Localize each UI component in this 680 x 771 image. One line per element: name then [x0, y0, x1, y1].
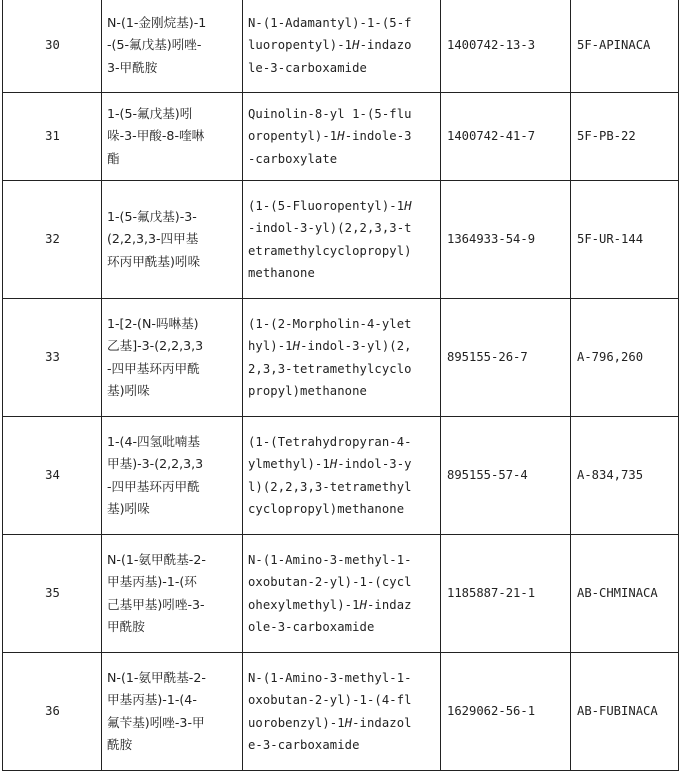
chinese-name-line: 1-[2-(N-吗啉基) — [107, 315, 199, 331]
italic-h: H — [359, 597, 367, 612]
english-name-segment: (1-(5-Fluoropentyl)-1 — [248, 198, 405, 213]
english-name-segment: ylmethyl)-1 — [248, 457, 330, 472]
row-number: 34 — [3, 417, 102, 535]
cas-number: 895155-26-7 — [441, 299, 571, 417]
chinese-name-line: N-(1-氨甲酰基-2- — [107, 551, 206, 567]
english-name-segment: N-(1-Amino-3-methyl-1- — [248, 670, 412, 685]
english-name-line — [248, 476, 436, 498]
english-name — [243, 181, 441, 299]
abbreviation: 5F-APINACA — [571, 0, 679, 93]
english-name-segment: cyclopropyl)methanone — [248, 501, 405, 516]
chinese-name-line: 哚-3-甲酸-8-喹啉 — [107, 128, 205, 144]
abbreviation: AB-FUBINACA — [571, 653, 679, 771]
english-name-segment: N-(1-Adamantyl)-1-(5-f — [248, 15, 412, 30]
english-name-line — [248, 549, 436, 571]
english-name-segment: -indol-3-yl)(2, — [300, 339, 412, 354]
english-name-segment: Quinolin-8-yl 1-(5-flu — [248, 106, 412, 121]
table-row — [3, 0, 679, 93]
abbreviation: AB-CHMINACA — [571, 535, 679, 653]
english-name-segment: oropentyl)-1 — [248, 129, 338, 144]
cas-number: 1400742-13-3 — [441, 0, 571, 93]
chinese-name-line: -四甲基环丙甲酰 — [107, 360, 200, 376]
english-name-segment: etramethylcyclopropyl) — [248, 243, 412, 258]
row-number: 32 — [3, 181, 102, 299]
abbreviation: 5F-UR-144 — [571, 181, 679, 299]
italic-h: H — [404, 198, 412, 213]
english-name — [243, 653, 441, 771]
chinese-name-line: 乙基]-3-(2,2,3,3 — [107, 338, 204, 354]
english-name-line — [248, 313, 436, 335]
chinese-name-line: 甲基)-3-(2,2,3,3 — [107, 456, 204, 472]
english-name-line — [248, 667, 436, 689]
chinese-name-line: N-(1-氨甲酰基-2- — [107, 669, 206, 685]
row-number: 33 — [3, 299, 102, 417]
english-name-line — [248, 57, 436, 79]
chinese-name — [102, 653, 243, 771]
table-row — [3, 535, 679, 653]
table-row — [3, 181, 679, 299]
chinese-name-line: 甲基丙基)-1-(环 — [107, 574, 197, 590]
english-name-line — [248, 380, 436, 402]
chinese-name — [102, 93, 243, 181]
abbreviation: 5F-PB-22 — [571, 93, 679, 181]
row-number: 36 — [3, 653, 102, 771]
english-name-segment: propyl)methanone — [248, 383, 367, 398]
chinese-name-line: 酰胺 — [107, 736, 133, 752]
chinese-name-line: 环丙甲酰基)吲哚 — [107, 253, 201, 269]
english-name-line — [248, 689, 436, 711]
english-name-segment: l)(2,2,3,3-tetramethyl — [248, 479, 412, 494]
english-name-segment: N-(1-Amino-3-methyl-1- — [248, 552, 412, 567]
english-name-segment: ohexylmethyl)-1 — [248, 597, 360, 612]
row-number: 30 — [3, 0, 102, 93]
english-name — [243, 417, 441, 535]
english-name-segment: oxobutan-2-yl)-1-(4-fl — [248, 693, 412, 708]
chinese-name-line: 甲基丙基)-1-(4- — [107, 692, 197, 708]
english-name-line — [248, 712, 436, 734]
italic-h: H — [337, 129, 345, 144]
english-name-line — [248, 571, 436, 593]
chinese-name-line: 3-甲酰胺 — [107, 59, 158, 75]
english-name-line — [248, 240, 436, 262]
english-name-line — [248, 734, 436, 756]
chinese-name-line: 己基甲基)吲唑-3- — [107, 596, 205, 612]
english-name — [243, 535, 441, 653]
cas-number: 1185887-21-1 — [441, 535, 571, 653]
chinese-name-line: 1-(5-氟戊基)吲 — [107, 105, 193, 121]
english-name-line — [248, 217, 436, 239]
english-name-line — [248, 335, 436, 357]
italic-h: H — [292, 339, 301, 354]
chinese-name-line: -四甲基环丙甲酰 — [107, 478, 200, 494]
english-name — [243, 0, 441, 93]
english-name-segment: (1-(Tetrahydropyran-4- — [248, 434, 412, 449]
english-name-line — [248, 262, 436, 284]
chinese-name-line: (2,2,3,3-四甲基 — [107, 231, 199, 247]
english-name-line — [248, 453, 436, 475]
chinese-name-line: -(5-氟戊基)吲唑- — [107, 37, 202, 53]
table-row — [3, 417, 679, 535]
english-name-line — [248, 594, 436, 616]
chinese-name-line: 氟苄基)吲唑-3-甲 — [107, 714, 205, 730]
english-name-segment: -indole-3 — [344, 129, 412, 144]
table-row — [3, 653, 679, 771]
english-name-segment: -indaz — [367, 597, 412, 612]
english-name-line — [248, 431, 436, 453]
english-name-segment: le-3-carboxamide — [248, 60, 367, 75]
english-name-segment: luoropentyl)-1 — [248, 38, 353, 53]
chinese-name-line: 酯 — [107, 150, 120, 166]
chinese-name-line: 1-(4-四氢吡喃基 — [107, 433, 200, 449]
english-name-line — [248, 125, 436, 147]
english-name-segment: -indazo — [359, 38, 412, 53]
english-name-segment: e-3-carboxamide — [248, 737, 360, 752]
chinese-name-line: N-(1-金刚烷基)-1 — [107, 14, 207, 30]
english-name-line — [248, 195, 436, 217]
chinese-name — [102, 299, 243, 417]
cas-number: 1364933-54-9 — [441, 181, 571, 299]
italic-h: H — [344, 715, 353, 730]
english-name-line — [248, 34, 436, 56]
english-name-segment: methanone — [248, 265, 315, 280]
chinese-name — [102, 535, 243, 653]
english-name-line — [248, 358, 436, 380]
chinese-name — [102, 0, 243, 93]
chinese-name — [102, 417, 243, 535]
english-name-segment: -indol-3-y — [337, 457, 412, 472]
english-name-segment: hyl)-1 — [248, 339, 293, 354]
table-body — [3, 0, 679, 771]
abbreviation: A-834,735 — [571, 417, 679, 535]
chinese-name-line: 基)吲哚 — [107, 500, 150, 516]
english-name-segment: -indol-3-yl)(2,2,3,3-t — [248, 221, 412, 236]
chinese-name — [102, 181, 243, 299]
english-name-segment: (1-(2-Morpholin-4-ylet — [248, 316, 412, 331]
english-name-segment: -carboxylate — [248, 151, 338, 166]
english-name-segment: -indazol — [352, 715, 412, 730]
chinese-name-line: 基)吲哚 — [107, 382, 150, 398]
english-name-segment: ole-3-carboxamide — [248, 619, 375, 634]
chinese-name-line: 1-(5-氟戊基)-3- — [107, 208, 197, 224]
english-name — [243, 299, 441, 417]
abbreviation: A-796,260 — [571, 299, 679, 417]
english-name-segment: 2,3,3-tetramethylcyclo — [248, 361, 412, 376]
table-row — [3, 93, 679, 181]
italic-h: H — [352, 38, 360, 53]
english-name-line — [248, 103, 436, 125]
cas-number: 1400742-41-7 — [441, 93, 571, 181]
row-number: 35 — [3, 535, 102, 653]
italic-h: H — [329, 457, 338, 472]
table-row — [3, 299, 679, 417]
row-number: 31 — [3, 93, 102, 181]
substance-table — [2, 0, 679, 771]
english-name-segment: uorobenzyl)-1 — [248, 715, 345, 730]
cas-number: 1629062-56-1 — [441, 653, 571, 771]
english-name — [243, 93, 441, 181]
cas-number: 895155-57-4 — [441, 417, 571, 535]
english-name-line — [248, 12, 436, 34]
english-name-line — [248, 498, 436, 520]
english-name-line — [248, 148, 436, 170]
english-name-line — [248, 616, 436, 638]
english-name-segment: oxobutan-2-yl)-1-(cycl — [248, 575, 412, 590]
chinese-name-line: 甲酰胺 — [107, 618, 145, 634]
